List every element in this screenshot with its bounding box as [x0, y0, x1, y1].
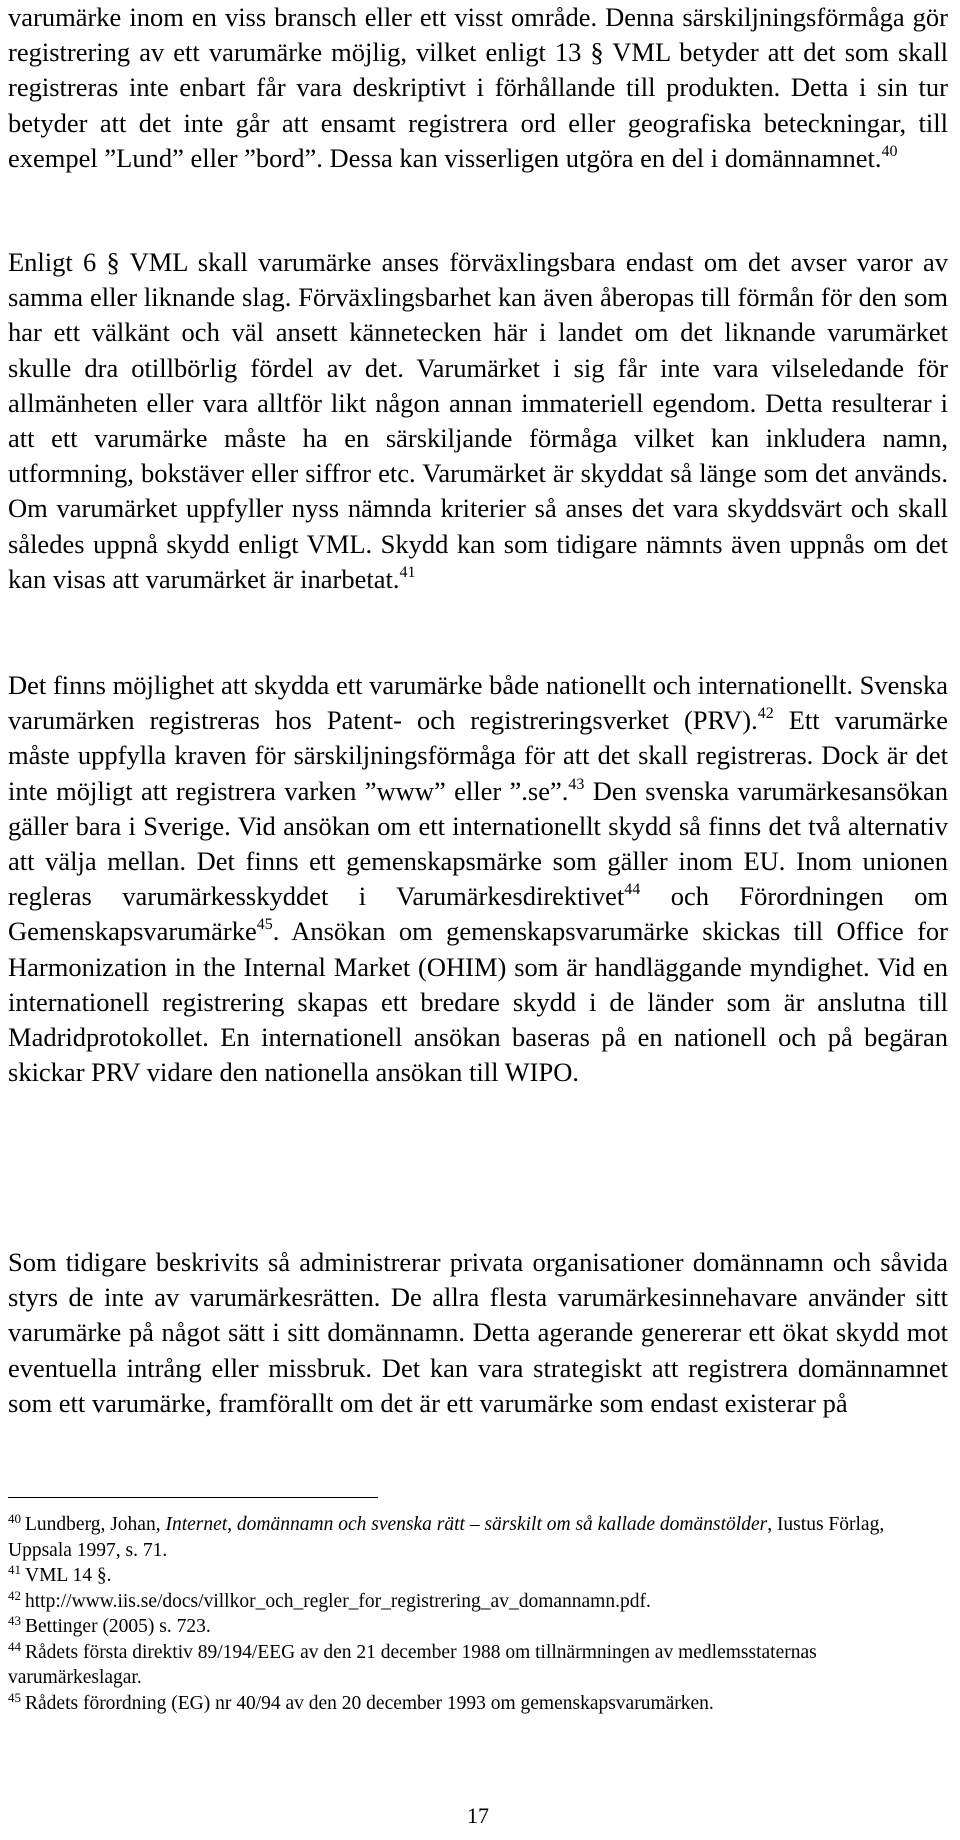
- footnote-text: , Iustus Förlag, Uppsala 1997, s. 71.: [8, 1514, 885, 1561]
- paragraph-text: varumärke inom en viss bransch eller ett visst område. Denna särskiljningsförmåga gör registrering av ett varumärke möjlig, vilket enligt 13 § VML betyder att det som skall registreras inte enbart får vara deskriptivt i förhållande till produkten. Detta i sin tur betyder att det inte går att ensamt registrera ord eller geografiska beteckningar, till exempel ”Lund” eller ”bord”. Dessa kan visserligen utgöra en del i domännamnet.: [8, 2, 948, 173]
- page-number: 17: [467, 1803, 489, 1828]
- footnote-ref-41[interactable]: 41: [399, 563, 416, 581]
- paragraph-text: . Ansökan om gemenskapsvarumärke skickas till Office for Harmonization in the Internal Market (OHIM) som är handläggande myndighet. Vid en internationell registrering skapas ett bredare skydd i de länder som är anslutna till Madridprotokollet. En internationell ansökan baseras på en nationell och på begäran skickar PRV vidare den nationella ansökan till WIPO.: [8, 916, 948, 1088]
- footnote-40: [8, 1512, 948, 1563]
- paragraph-text: Ett varumärke måste uppfylla kraven för särskiljningsförmåga för att det skall registreras. Dock är det inte möjligt att registrera varken ”www” eller ”.se”.: [8, 705, 949, 806]
- footnote-ref-44[interactable]: 44: [624, 881, 641, 899]
- paragraph-1: [8, 0, 948, 176]
- footnote-author: Lundberg, Johan,: [25, 1514, 166, 1535]
- footnote-text: Rådets förordning (EG) nr 40/94 av den 20 december 1993 om gemenskapsvarumärken.: [25, 1692, 714, 1714]
- footnote-ref-40[interactable]: 40: [881, 142, 898, 160]
- footnote-ref-43[interactable]: 43: [568, 775, 585, 793]
- footnote-ref-42[interactable]: 42: [757, 705, 774, 723]
- paragraph-text: Den svenska varumärkesansökan gäller bara i Sverige. Vid ansökan om ett internationellt skydd så finns det två alternativ att välja mellan. Det finns ett gemenskapsmärke som gäller inom EU. Inom unionen regleras varumärkesskyddet i Varumärkesdirektivet: [8, 775, 948, 912]
- footnote-text: Bettinger (2005) s. 723.: [25, 1616, 211, 1637]
- footnote-text: Rådets första direktiv 89/194/EEG av den 21 december 1988 om tillnärmningen av medlemsstaternas varumärkeslagar.: [8, 1641, 817, 1688]
- paragraph-text: Det finns möjlighet att skydda ett varumärke både nationellt och internationellt. Svenska varumärken registreras hos Patent- och registreringsverket (PRV).: [8, 670, 948, 736]
- footnote-number: 42: [8, 1587, 21, 1603]
- footnotes: [8, 1512, 948, 1716]
- paragraph-text: Enligt 6 § VML skall varumärke anses förväxlingsbara endast om det avser varor av samma eller liknande slag. Förväxlingsbarhet kan även åberopas till förmån för den som har ett välkänt och väl ansett kännetecken här i landet om det liknande varumärket skulle dra otillbörlig fördel av det. Varumärket i sig får inte vara vilseledande för allmänheten eller vara alltför likt någon annan immateriell egendom. Detta resulterar i att ett varumärke måste ha en särskiljande förmåga vilket kan inkludera namn, utformning, bokstäver eller siffror etc. Varumärket är skyddat så länge som det används. Om varumärket uppfyller nyss nämnda kriterier så anses det vara skyddsvärt och skall således uppnå skydd enligt VML. Skydd kan som tidigare nämnts även uppnås om det kan visas att varumärket är inarbetat.: [8, 247, 948, 594]
- footnote-42: [8, 1589, 948, 1615]
- paragraph-4: [8, 1245, 948, 1421]
- footnote-ref-45[interactable]: 45: [256, 916, 273, 934]
- footnote-43: [8, 1614, 948, 1640]
- footnote-number: 40: [8, 1511, 21, 1526]
- paragraph-3: [8, 668, 948, 1090]
- footnote-44: [8, 1640, 948, 1691]
- paragraph-text: och Förordningen om Gemenskapsvarumärke: [8, 881, 949, 947]
- footnote-number: 41: [8, 1562, 21, 1577]
- paragraph-text: Som tidigare beskrivits så administrerar privata organisationer domännamn och såvida styrs de inte av varumärkesrätten. De allra flesta varumärkesinnehavare använder sitt varumärke på något sätt i sitt domännamn. Detta agerande genererar ett ökat skydd mot eventuella intrång eller missbruk. Det kan vara strategiskt att registrera domännamnet som ett varumärke, framförallt om det är ett varumärke som endast existerar på: [8, 1247, 948, 1418]
- footnote-number: 44: [8, 1638, 21, 1654]
- paragraph-2: [8, 245, 948, 597]
- footnote-separator: [8, 1497, 378, 1498]
- footnote-41: [8, 1563, 948, 1589]
- footnote-link[interactable]: http://www.iis.se/docs/villkor_och_regler_for_registrering_av_domannamn.pdf.: [25, 1590, 651, 1612]
- footnote-45: [8, 1691, 948, 1717]
- footnote-title: Internet, domännamn och svenska rätt – särskilt om så kallade domänstölder: [165, 1514, 768, 1535]
- footnote-text: VML 14 §.: [25, 1565, 112, 1586]
- footnote-number: 43: [8, 1613, 21, 1628]
- footnote-number: 45: [8, 1689, 21, 1705]
